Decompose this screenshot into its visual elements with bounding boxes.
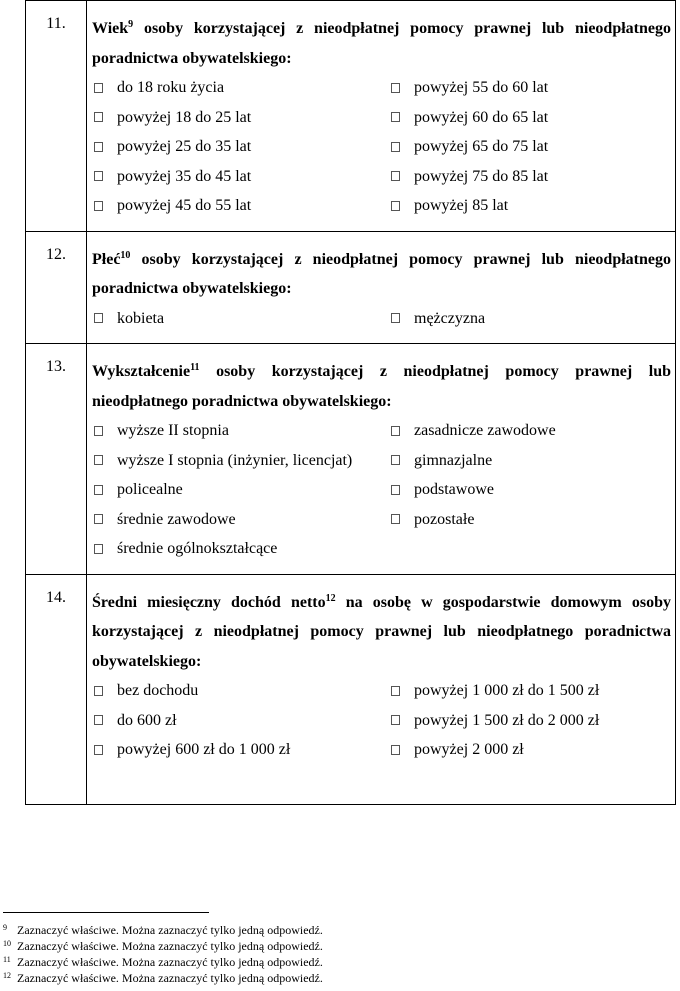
answer-option[interactable] [389,103,671,133]
question-text [92,245,671,304]
option-label: mężczyzna [414,309,486,327]
option-label: średnie ogólnokształcące [117,540,278,557]
options-grid [92,73,671,221]
question-number: 13. [26,344,87,575]
checkbox-icon[interactable] [391,485,400,495]
footnote-reference: 9 [128,19,134,30]
option-label: średnie zawodowe [117,510,236,528]
checkbox-icon[interactable] [94,201,103,211]
checkbox-icon[interactable] [94,745,103,755]
question-content [87,231,676,344]
survey-table [25,0,676,805]
footnote-text: Zaznaczyć właściwe. Można zaznaczyć tylko jedną odpowiedź. [17,955,323,969]
checkbox-icon[interactable] [94,485,103,495]
footnote-reference: 10 [120,249,131,261]
option-label: powyżej 600 zł do 1 000 zł [117,741,291,758]
checkbox-icon[interactable] [94,313,103,323]
answer-option[interactable] [389,73,671,103]
option-label: powyżej 1 500 zł do 2 000 zł [414,711,600,729]
answer-option[interactable] [389,446,671,476]
option-label: kobieta [117,309,165,327]
answer-option[interactable] [389,416,671,446]
question-label: Średni miesięczny dochód netto [92,593,326,611]
footnote-separator [3,912,209,913]
answer-option[interactable] [92,191,389,221]
option-label: powyżej 18 do 25 lat [117,108,252,126]
answer-option[interactable] [389,132,671,162]
answer-option[interactable] [92,162,389,192]
question-number: 14. [26,574,87,804]
option-label: bez dochodu [117,682,199,699]
checkbox-icon[interactable] [391,171,400,181]
question-label: Wykształcenie [92,363,191,380]
question-text [92,357,671,416]
answer-option[interactable] [92,534,389,564]
option-label: policealne [117,481,183,498]
answer-option[interactable] [92,73,389,103]
question-text [92,588,671,677]
options-grid [92,416,671,564]
question-description: osoby korzystającej z nieodpłatnej pomocy prawnej lub nieodpłatnego poradnictwa obywatelskiego: [92,363,671,410]
question-row [26,1,676,232]
footnote-reference: 11 [190,362,200,373]
options-grid [92,676,671,765]
checkbox-icon[interactable] [94,455,103,465]
answer-option[interactable] [389,676,671,706]
answer-option[interactable] [92,505,389,535]
question-content [87,1,676,232]
checkbox-icon[interactable] [94,715,103,725]
checkbox-icon[interactable] [391,201,400,211]
question-row [26,231,676,344]
answer-option[interactable] [389,191,671,221]
checkbox-icon[interactable] [391,142,400,152]
footnote: $^9$ Zaznaczyć właściwe. Można zaznaczyć tylko jedną odpowiedź. [3,923,323,937]
footnotes [3,922,323,986]
option-label: do 600 zł [117,711,177,729]
options-grid [92,304,671,334]
option-label: powyżej 60 do 65 lat [414,108,549,126]
option-label: wyższe I stopnia (inżynier, licencjat) [117,451,353,469]
question-content [87,344,676,575]
answer-option[interactable] [92,446,389,476]
option-label: powyżej 2 000 zł [414,741,524,758]
answer-option[interactable] [389,304,671,334]
option-label: gimnazjalne [414,451,493,469]
question-description: na osobę w gospodarstwie domowym osoby korzystającej z nieodpłatnej pomocy prawnej lub nieodpłatnego poradnictwa obywatelskiego: [92,593,671,670]
option-label: zasadnicze zawodowe [414,422,556,439]
footnote-text: Zaznaczyć właściwe. Można zaznaczyć tylko jedną odpowiedź. [17,923,323,937]
checkbox-icon[interactable] [391,112,400,122]
option-label: powyżej 75 do 85 lat [414,167,549,185]
option-label: podstawowe [414,481,494,498]
checkbox-icon[interactable] [391,313,400,323]
checkbox-icon[interactable] [94,544,103,554]
checkbox-icon[interactable] [391,686,400,696]
option-label: powyżej 35 do 45 lat [117,167,252,185]
checkbox-icon[interactable] [94,686,103,696]
answer-option[interactable] [389,475,671,505]
checkbox-icon[interactable] [94,112,103,122]
answer-option[interactable] [92,676,389,706]
footnote-text: Zaznaczyć właściwe. Można zaznaczyć tylko jedną odpowiedź. [17,939,323,953]
answer-option[interactable] [92,735,389,765]
question-label: Wiek [92,20,129,37]
answer-option[interactable] [92,103,389,133]
option-label: powyżej 1 000 zł do 1 500 zł [414,682,600,699]
option-label: powyżej 25 do 35 lat [117,138,252,155]
checkbox-icon[interactable] [94,171,103,181]
checkbox-icon[interactable] [94,142,103,152]
checkbox-icon[interactable] [94,83,103,93]
question-description: osoby korzystającej z nieodpłatnej pomocy prawnej lub nieodpłatnego poradnictwa obywatelskiego: [92,250,671,297]
option-label: pozostałe [414,510,475,528]
footnote: $^{10}$ Zaznaczyć właściwe. Można zaznaczyć tylko jedną odpowiedź. [3,939,323,953]
question-row [26,344,676,575]
checkbox-icon[interactable] [391,715,400,725]
answer-option[interactable] [92,706,389,736]
option-label: powyżej 55 do 60 lat [414,79,549,96]
question-text [92,14,671,73]
checkbox-icon[interactable] [391,455,400,465]
footnote-text: Zaznaczyć właściwe. Można zaznaczyć tylko jedną odpowiedź. [17,971,323,985]
answer-option[interactable] [92,304,389,334]
option-label: powyżej 85 lat [414,197,509,214]
answer-option[interactable] [92,416,389,446]
checkbox-icon[interactable] [391,745,400,755]
option-label: powyżej 65 do 75 lat [414,138,549,155]
answer-option[interactable] [389,706,671,736]
question-number: 12. [26,231,87,344]
question-number: 11. [26,1,87,232]
answer-option[interactable] [389,735,671,765]
answer-option[interactable] [92,132,389,162]
checkbox-icon[interactable] [391,514,400,524]
question-label: Płeć [92,250,121,268]
footnote: $^{11}$ Zaznaczyć właściwe. Można zaznaczyć tylko jedną odpowiedź. [3,955,323,969]
option-label: wyższe II stopnia [117,422,229,439]
checkbox-icon[interactable] [94,426,103,436]
checkbox-icon[interactable] [94,514,103,524]
answer-option[interactable] [389,162,671,192]
question-description: osoby korzystającej z nieodpłatnej pomocy prawnej lub nieodpłatnego poradnictwa obywatelskiego: [92,20,671,67]
answer-option[interactable] [389,505,671,535]
question-row [26,574,676,804]
footnote-reference: 12 [325,592,336,604]
checkbox-icon[interactable] [391,83,400,93]
question-content [87,574,676,804]
option-label: powyżej 45 do 55 lat [117,197,252,214]
option-label: do 18 roku życia [117,79,225,96]
answer-option[interactable] [92,475,389,505]
footnote: $^{12}$ Zaznaczyć właściwe. Można zaznaczyć tylko jedną odpowiedź. [3,971,323,985]
checkbox-icon[interactable] [391,426,400,436]
